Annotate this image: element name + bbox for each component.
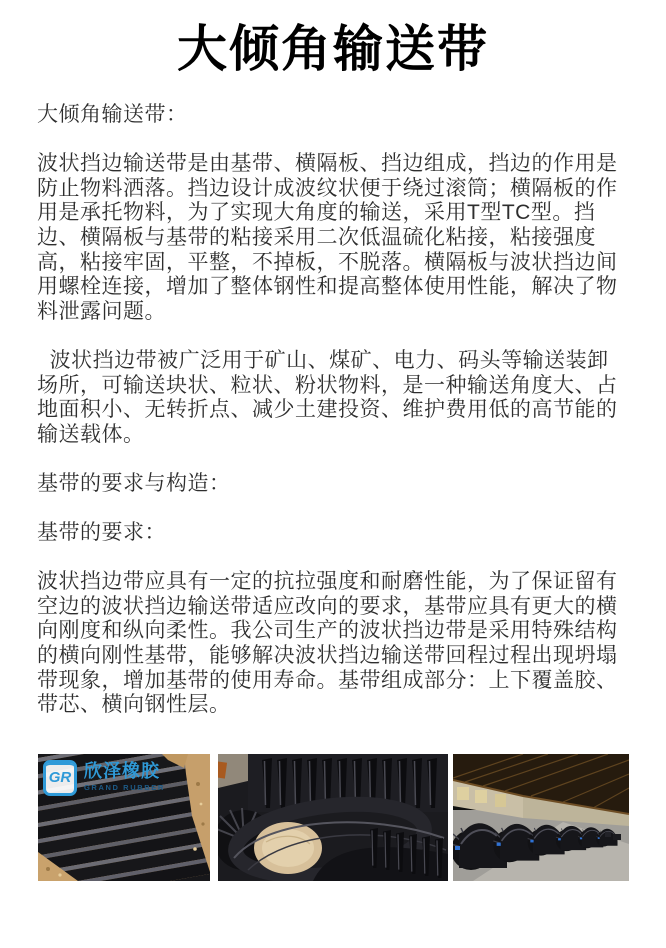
intro-label: 大倾角输送带： — [37, 103, 188, 126]
photo-warehouse-belt-row — [453, 754, 629, 881]
photo-sidewall-belt-loop — [218, 754, 448, 881]
logo-monogram: GR — [48, 769, 72, 787]
photo-sidewall-strip-stack — [38, 754, 210, 881]
product-article-page — [0, 18, 666, 948]
product-photo-row — [0, 754, 666, 881]
paragraph-base-belt: 波状挡边带应具有一定的抗拉强度和耐磨性能，为了保证留有空边的波状挡边输送带适应改向的要求，基带应具有更大的横向刚度和纵向柔性。我公司生产的波状挡边带是采用特殊结构的横向刚性基带，能够解决波状挡边输送带回程过程出现坍塌带现象，增加基带的使用寿命。基带组成部分：上下覆盖胶、带芯、横向钢性层。 — [37, 570, 618, 717]
brand-name-cn: 欣泽橡胶 — [84, 760, 160, 781]
grand-rubber-logo-icon — [43, 760, 77, 796]
brand-name-en: GRAND RUBBER — [84, 782, 165, 792]
watermark-text — [84, 760, 165, 792]
article-body — [0, 103, 666, 718]
warehouse-belt-row-image — [453, 754, 629, 881]
grand-rubber-watermark — [43, 760, 165, 796]
sub-heading-requirements: 基带的要求： — [37, 521, 166, 545]
page-title: 大倾角输送带 — [177, 21, 489, 77]
section-heading-base-belt: 基带的要求与构造： — [37, 471, 231, 495]
paragraph-composition: 波状挡边输送带是由基带、横隔板、挡边组成，挡边的作用是防止物料洒落。挡边设计成波纹状便于绕过滚筒；横隔板的作用是承托物料，为了实现大角度的输送，采用T型TC型。挡边、横隔板与基带的粘接采用二次低温硫化粘接，粘接强度高，粘接牢固，平整，不掉板，不脱落。横隔板与波状挡边间用螺栓连接，增加了整体钢性和提高整体使用性能，解决了物料泄露问题。 — [37, 152, 618, 323]
sidewall-belt-loop-image — [218, 754, 448, 881]
paragraph-applications: 波状挡边带被广泛用于矿山、煤矿、电力、码头等输送装卸场所，可输送块状、粒状、粉状物料，是一种输送角度大、占地面积小、无转折点、减少土建投资、维护费用低的高节能的输送载体。 — [37, 348, 618, 446]
